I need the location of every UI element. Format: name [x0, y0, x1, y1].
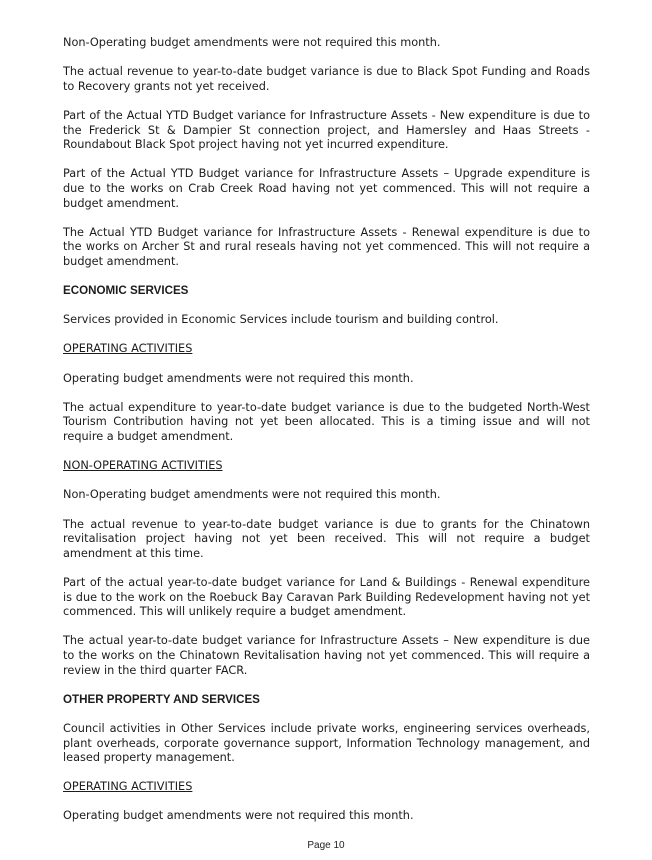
- paragraph: Non-Operating budget amendments were not required this month.: [63, 36, 441, 49]
- section-heading-economic-services: ECONOMIC SERVICES: [63, 284, 189, 298]
- paragraph: Part of the Actual YTD Budget variance for Infrastructure Assets - New expenditure is due to the Frederick St & Dampier St connection project, and Hamersley and Haas Streets - Roundabout Black Spot project having not yet incurred expenditure.: [63, 108, 590, 152]
- subheading-operating-activities: OPERATING ACTIVITIES: [63, 342, 193, 356]
- paragraph: The actual year-to-date budget variance for Infrastructure Assets – New expenditure is due to the works on the Chinatown Revitalisation having not yet commenced. This will require a review in the third quarter FACR.: [63, 634, 590, 677]
- subheading-non-operating-activities: NON-OPERATING ACTIVITIES: [63, 459, 223, 473]
- paragraph: The actual revenue to year-to-date budget variance is due to grants for the Chinatown revitalisation project having not yet been received. This will not require a budget amendment at this time.: [63, 517, 590, 560]
- section-heading-other-property-services: OTHER PROPERTY AND SERVICES: [63, 692, 260, 706]
- document-page: [63, 36, 590, 839]
- paragraph: Non-Operating budget amendments were not required this month.: [63, 488, 441, 502]
- paragraph: Operating budget amendments were not required this month.: [63, 809, 414, 823]
- paragraph: Part of the Actual YTD Budget variance for Infrastructure Assets – Upgrade expenditure is due to the works on Crab Creek Road having not yet commenced. This will not require a budget amendment.: [63, 167, 590, 210]
- paragraph: The actual revenue to year-to-date budget variance is due to Black Spot Funding and Roads to Recovery grants not yet received.: [63, 65, 590, 93]
- paragraph: Part of the actual year-to-date budget variance for Land & Buildings - Renewal expenditure is due to the work on the Roebuck Bay Caravan Park Building Redevelopment having not yet commenced. This will unlikely require a budget amendment.: [63, 575, 590, 619]
- paragraph: Council activities in Other Services include private works, engineering services overheads, plant overheads, corporate governance support, Information Technology management, and leased property management.: [63, 721, 590, 765]
- paragraph: Operating budget amendments were not required this month.: [63, 371, 414, 385]
- paragraph: Services provided in Economic Services include tourism and building control.: [63, 313, 499, 327]
- paragraph: The Actual YTD Budget variance for Infrastructure Assets - Renewal expenditure is due to the works on Archer St and rural reseals having not yet commenced. This will not require a budget amendment.: [63, 225, 590, 268]
- paragraph: The actual expenditure to year-to-date budget variance is due to the budgeted North-West Tourism Contribution having not yet been allocated. This is a timing issue and will not require a budget amendment.: [63, 400, 590, 444]
- page-number: Page 10: [307, 840, 345, 851]
- subheading-operating-activities: OPERATING ACTIVITIES: [63, 780, 193, 794]
